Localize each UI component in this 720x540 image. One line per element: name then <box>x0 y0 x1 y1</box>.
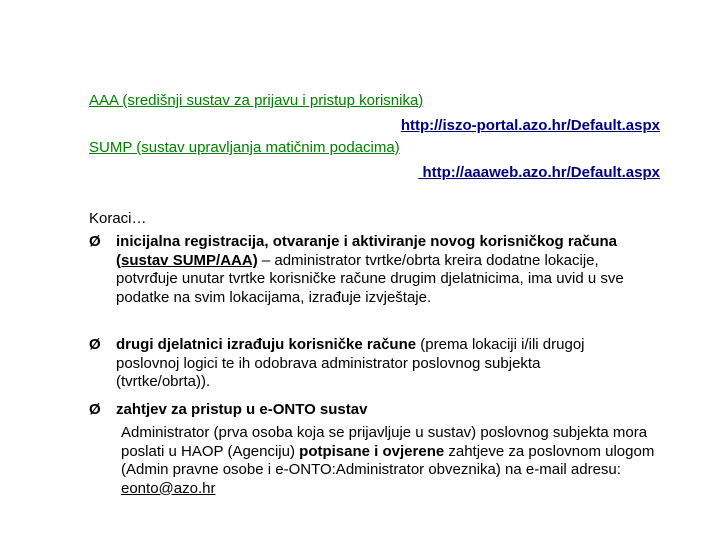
bullet-arrow-icon: Ø <box>89 336 101 353</box>
step-3-detail-post: zahtjeve za poslovnom ulogom (Admin pravne osobe i e-ONTO:Administrator obveznika) na e-mail adresu: <box>121 442 655 478</box>
sump-system-url-link[interactable]: http://aaaweb.azo.hr/Default.aspx <box>418 164 660 181</box>
step-3-detail <box>121 424 656 498</box>
step-1-bold: inicijalna registracija, otvaranje i aktiviranje novog korisničkog računa <box>116 233 618 250</box>
step-2-text <box>116 336 636 392</box>
step-3-detail-pre: Administrator (prva osoba koja se prijavljuje u sustav) poslovnog subjekta mora poslati u HAOP (Agenciju) <box>121 424 648 460</box>
steps-heading: Koraci… <box>89 210 147 227</box>
bullet-arrow-icon: Ø <box>89 401 101 418</box>
step-3-bold: zahtjev za pristup u e-ONTO sustav <box>116 401 368 418</box>
step-2-rest: (prema lokaciji i/ili drugoj poslovnoj logici te ih odobrava administrator poslovnog subjekta (tvrtke/obrta)). <box>116 336 585 390</box>
step-1-system: (sustav SUMP/AAA) <box>116 251 258 269</box>
step-1-text <box>116 233 636 307</box>
email-link[interactable]: eonto@azo.hr <box>121 479 216 497</box>
step-1-rest: – administrator tvrtke/obrta kreira dodatne lokacije, potvrđuje unutar tvrtke korisničke račune drugim djelatnicima, ima uvid u sve podatke na svim lokacijama, izrađuje izvještaje. <box>116 251 624 306</box>
sump-system-link-label[interactable]: SUMP (sustav upravljanja matičnim podacima) <box>89 139 400 156</box>
step-3-detail-bold: potpisane i ovjerene <box>299 442 445 460</box>
aaa-system-link-label[interactable]: AAA (središnji sustav za prijavu i pristup korisnika) <box>89 92 424 109</box>
aaa-system-url-link[interactable]: http://iszo-portal.azo.hr/Default.aspx <box>400 117 660 134</box>
bullet-arrow-icon: Ø <box>89 233 101 250</box>
step-2-bold: drugi djelatnici izrađuju korisničke račune <box>116 336 417 353</box>
